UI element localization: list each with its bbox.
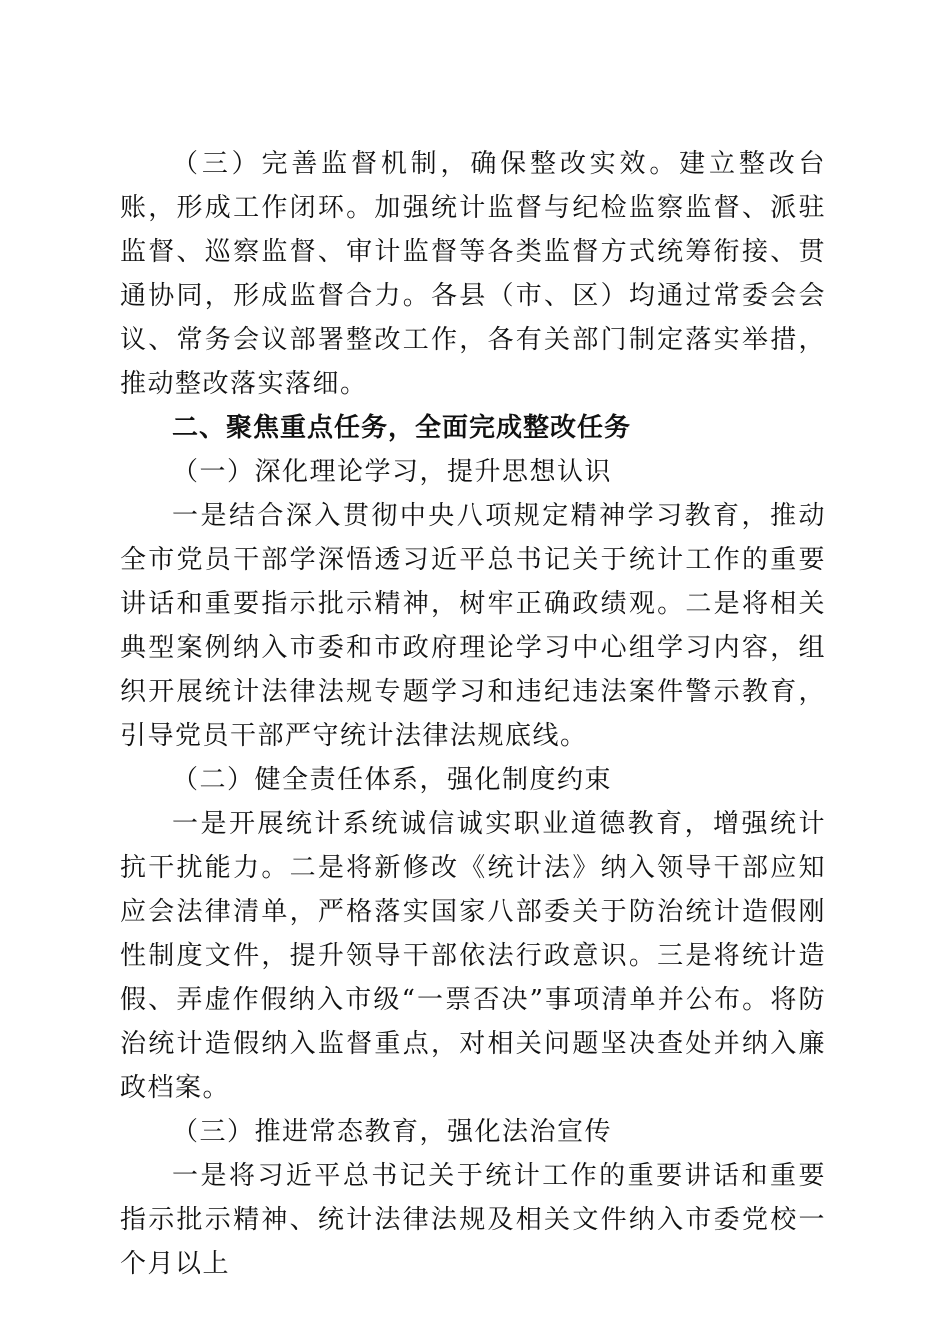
subheading-responsibility: （二）健全责任体系，强化制度约束 bbox=[172, 765, 613, 795]
paragraph-legal-education: 一是将习近平总书记关于统计工作的重要讲话和重要指示批示精神、统计法律法规及相关文件纳入市委党校一个月以上 bbox=[120, 1161, 826, 1279]
subheading-legal-education: （三）推进常态教育，强化法治宣传 bbox=[172, 1117, 613, 1147]
paragraph-supervision: （三）完善监督机制，确保整改实效。建立整改台账，形成工作闭环。加强统计监督与纪检监察监督、派驻监督、巡察监督、审计监督等各类监督方式统筹衔接、贯通协同，形成监督合力。各县（市、区）均通过常委会会议、常务会议部署整改工作，各有关部门制定落实举措，推动整改落实落细。 bbox=[120, 149, 826, 399]
subheading-theory-study: （一）深化理论学习，提升思想认识 bbox=[172, 457, 613, 487]
paragraph-responsibility: 一是开展统计系统诚信诚实职业道德教育，增强统计抗干扰能力。二是将新修改《统计法》纳入领导干部应知应会法律清单，严格落实国家八部委关于防治统计造假刚性制度文件，提升领导干部依法行政意识。三是将统计造假、弄虚作假纳入市级“一票否决”事项清单并公布。将防治统计造假纳入监督重点，对相关问题坚决查处并纳入廉政档案。 bbox=[120, 809, 826, 1103]
paragraph-theory-study: 一是结合深入贯彻中央八项规定精神学习教育，推动全市党员干部学深悟透习近平总书记关于统计工作的重要讲话和重要指示批示精神，树牢正确政绩观。二是将相关典型案例纳入市委和市政府理论学习中心组学习内容，组织开展统计法律法规专题学习和违纪违法案件警示教育，引导党员干部严守统计法律法规底线。 bbox=[120, 501, 826, 751]
section-heading-2: 二、聚焦重点任务，全面完成整改任务 bbox=[172, 413, 632, 443]
document-body bbox=[120, 142, 826, 1286]
